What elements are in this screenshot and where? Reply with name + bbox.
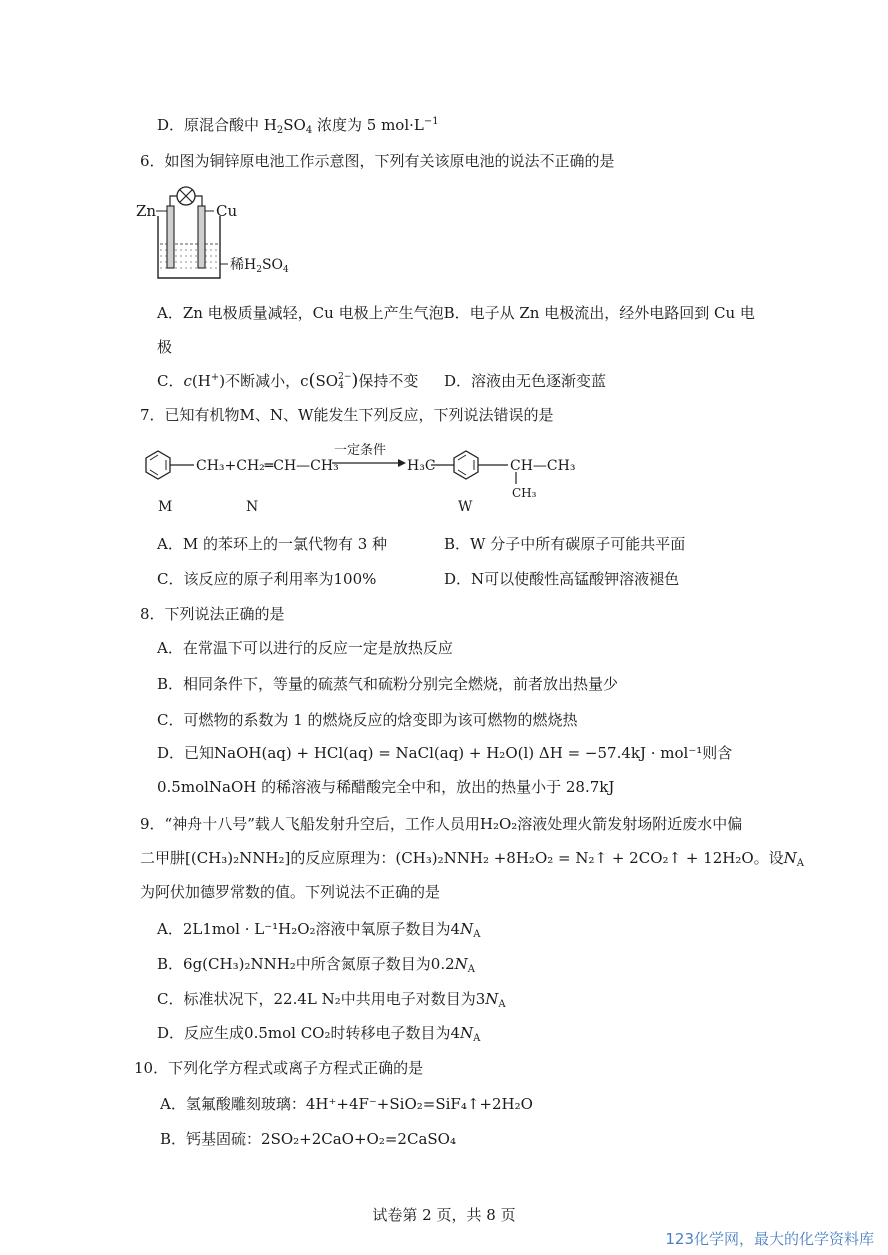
q9-option-a: A．2L1mol · L⁻¹H₂O₂溶液中氧原子数目为$4N_A$ bbox=[157, 920, 481, 940]
watermark: 123化学网，最大的化学资料库 bbox=[665, 1230, 874, 1248]
q7-option-c: C．该反应的原子利用率为100% bbox=[157, 570, 377, 588]
q9-stem-line3: 为阿伏加德罗常数的值。下列说法不正确的是 bbox=[140, 883, 441, 901]
page-footer: 试卷第 2 页，共 8 页 bbox=[372, 1206, 516, 1224]
zn-label: Zn bbox=[136, 202, 157, 220]
label-m: M bbox=[158, 499, 173, 515]
ch-ch3-label: CH—CH₃ bbox=[510, 458, 576, 474]
q6-option-d: D．溶液由无色逐渐变蓝 bbox=[444, 372, 607, 390]
q9-option-c: C．标准状况下，22.4L N₂中共用电子对数目为$3N_A$ bbox=[157, 990, 506, 1010]
q9-stem-line1: 9．“神舟十八号”载人飞船发射升空后，工作人员用H₂O₂溶液处理火箭发射场附近废水中偏 bbox=[140, 815, 743, 833]
q8-option-d: D．已知NaOH(aq) + HCl(aq) = NaCl(aq) + H₂O(l) ΔH = −57.4kJ · mol⁻¹则含 bbox=[157, 744, 733, 762]
q5-d-tail: 浓度为 5 mol·L bbox=[312, 116, 424, 134]
q8-option-b: B．相同条件下，等量的硫蒸气和硫粉分别完全燃烧，前者放出热量少 bbox=[157, 675, 619, 693]
q7-stem: 7．已知有机物M、N、W能发生下列反应，下列说法错误的是 bbox=[140, 406, 554, 424]
q10-option-b: B．钙基固硫：2SO₂+2CaO+O₂=2CaSO₄ bbox=[160, 1130, 456, 1148]
q8-option-c: C．可燃物的系数为 1 的燃烧反应的焓变即为该可燃物的燃烧热 bbox=[157, 711, 578, 729]
q10-option-a: A．氢氟酸雕刻玻璃：4H⁺+4F⁻+SiO₂=SiF₄↑+2H₂O bbox=[160, 1095, 533, 1113]
q6-option-a: A．Zn 电极质量减轻，Cu 电极上产生气泡B．电子从 Zn 电极流出，经外电路回到 Cu 电 bbox=[157, 304, 755, 322]
label-n: N bbox=[246, 499, 259, 515]
q9-stem-line2: 二甲肼[(CH₃)₂NNH₂]的反应原理为：(CH₃)₂NNH₂ +8H₂O₂ = N₂↑ + 2CO₂↑ + 12H₂O。设$N_A$ bbox=[140, 849, 805, 869]
q6-stem: 6．如图为铜锌原电池工作示意图，下列有关该原电池的说法不正确的是 bbox=[140, 152, 615, 170]
q5-option-d: D．原混合酸中 $H_2SO_4$ 浓度为 5 $mol\cdot L^{-1}$ bbox=[157, 116, 439, 136]
zn-electrode bbox=[167, 206, 174, 268]
cu-label: Cu bbox=[216, 202, 238, 220]
q7-option-d: D．N可以使酸性高锰酸钾溶液褪色 bbox=[444, 570, 680, 588]
q6-option-a-cont: 极 bbox=[157, 338, 173, 356]
q8-option-a: A．在常温下可以进行的反应一定是放热反应 bbox=[157, 639, 453, 657]
q7-option-a: A．M 的苯环上的一氯代物有 3 种 bbox=[157, 535, 388, 553]
q5-d-prefix: D．原混合酸中 H bbox=[157, 116, 277, 134]
ch3-branch-label: CH₃ bbox=[512, 486, 537, 500]
condition-label: 一定条件 bbox=[334, 443, 387, 458]
h3c-label: H₃C bbox=[407, 458, 436, 474]
q8-stem: 8．下列说法正确的是 bbox=[140, 605, 285, 623]
q6-option-c: C．c(H+)不断减小，c(SO 2− 4 )保持不变 bbox=[157, 370, 419, 391]
q5-d-mid: SO bbox=[283, 116, 306, 134]
q7-option-b: B．W 分子中所有碳原子可能共平面 bbox=[444, 535, 686, 553]
label-w: W bbox=[458, 499, 473, 515]
galvanic-cell-diagram bbox=[136, 184, 316, 284]
q10-stem: 10．下列化学方程式或离子方程式正确的是 bbox=[134, 1059, 424, 1077]
q9-option-b: B．6g(CH₃)₂NNH₂中所含氮原子数目为$0.2N_A$ bbox=[157, 955, 476, 975]
q9-option-d: D．反应生成0.5mol CO₂时转移电子数目为$4N_A$ bbox=[157, 1024, 481, 1044]
q8-option-d-cont: 0.5molNaOH 的稀溶液与稀醋酸完全中和，放出的热量小于 28.7kJ bbox=[157, 778, 615, 796]
m-n-formula: CH₃+CH₂═CH—CH₃ bbox=[196, 458, 339, 474]
reaction-diagram bbox=[136, 436, 596, 516]
cu-electrode bbox=[198, 206, 205, 268]
acid-label: 稀$H_2SO_4$ bbox=[230, 257, 289, 275]
